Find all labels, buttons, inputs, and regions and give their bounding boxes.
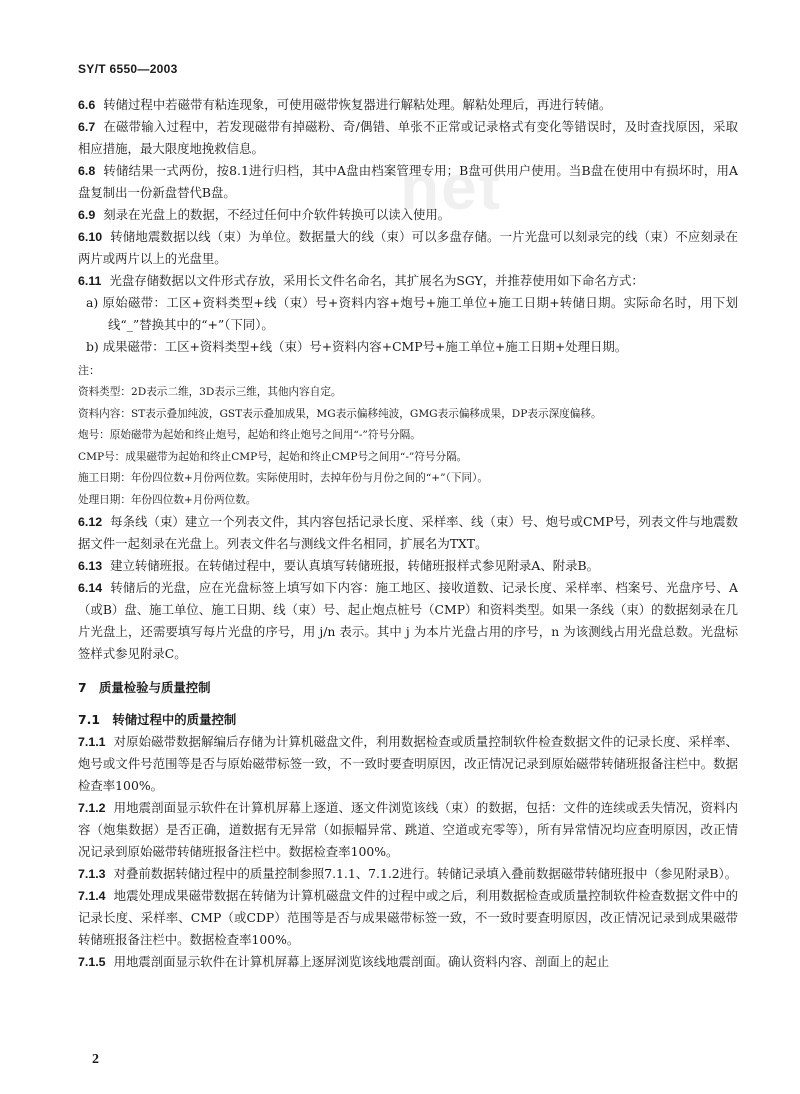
clause-text: 转储后的光盘，应在光盘标签上填写如下内容：施工地区、接收道数、记录长度、采样率、档案号、光盘序号、A（或B）盘、施工单位、施工日期、线（束）号、起止炮点桩号（CMP）和资料类型。如果一条线（束）的数据刻录在几片光盘上，还需要填写每片光盘的序号，用 j/n 表示。其中 j 为本片光盘占用的序号，n 为该测线占用光盘总数。光盘标签样式参见附录C。 — [78, 580, 738, 661]
note-line: 处理日期：年份四位数+月份两位数。 — [78, 493, 257, 506]
clause-6-13 — [78, 555, 738, 577]
page-number: 2 — [92, 1052, 99, 1067]
list-marker: a) — [86, 295, 99, 310]
clause-text: 转储地震数据以线（束）为单位。数据量大的线（束）可以多盘存储。一片光盘可以刻录完的线（束）不应刻录在两片或两片以上的光盘里。 — [78, 229, 738, 266]
clause-number: 7.1.5 — [78, 955, 106, 969]
clause-number: 7.1.4 — [78, 889, 106, 903]
clause-6-10 — [78, 226, 738, 270]
note-line: 资料类型：2D表示二维，3D表示三维，其他内容自定。 — [78, 386, 342, 398]
clause-number: 6.6 — [78, 98, 96, 112]
clause-number: 7.1.3 — [78, 867, 106, 881]
list-marker: b) — [86, 339, 99, 354]
section-7-heading: 7 质量检验与质量控制 — [78, 680, 211, 695]
clause-number: 7.1.1 — [78, 735, 106, 749]
clause-text: 地震处理成果磁带数据在转储为计算机磁盘文件的过程中或之后，利用数据检查或质量控制软件检查数据文件中的记录长度、采样率、CMP（或CDP）范围等是否与成果磁带标签一致，不一致时要查明原因，改正情况记录到成果磁带转储班报备注栏中。数据检查率100%。 — [78, 888, 738, 947]
clause-text: 转储结果一式两份，按8.1进行归档，其中A盘由档案管理专用；B盘可供用户使用。当B盘在使用中有损坏时，用A盘复制出一份新盘替代B盘。 — [78, 163, 738, 200]
note-label: 注： — [78, 364, 100, 377]
clause-number: 6.7 — [78, 120, 96, 134]
clause-7-1-4 — [78, 885, 738, 951]
clause-text: 对原始磁带数据解编后存储为计算机磁盘文件，利用数据检查或质量控制软件检查数据文件的记录长度、采样率、炮号或文件号范围等是否与原始磁带标签一致，不一致时要查明原因，改正情况记录到原始磁带转储班报备注栏中。数据检查率100%。 — [78, 734, 738, 793]
clause-number: 6.13 — [78, 559, 103, 573]
clause-text: 每条线（束）建立一个列表文件，其内容包括记录长度、采样率、线（束）号、炮号或CMP号，列表文件与地震数据文件一起刻录在光盘上。列表文件名与测线文件名相同，扩展名为TXT。 — [78, 514, 738, 551]
note-line: 资料内容：ST表示叠加纯波，GST表示叠加成果，MG表示偏移纯波，GMG表示偏移成果，DP表示深度偏移。 — [78, 407, 602, 420]
standard-number-header: SY/T 6550—2003 — [78, 62, 178, 76]
clause-6-6 — [78, 94, 738, 116]
clause-6-9 — [78, 204, 738, 226]
clause-number: 6.11 — [78, 274, 102, 288]
watermark: net — [400, 151, 502, 223]
clause-text: 在磁带输入过程中，若发现磁带有掉磁粉、奇/偶错、单张不正常或记录格式有变化等错误时，及时查找原因，采取相应措施，最大限度地挽救信息。 — [78, 119, 738, 156]
list-text: 成果磁带：工区+资料类型+线（束）号+资料内容+CMP号+施工单位+施工日期+处理日期。 — [102, 339, 628, 354]
clause-number: 7.1.2 — [78, 801, 106, 815]
clause-7-1-5 — [78, 951, 738, 973]
clause-7-1-2 — [78, 797, 738, 863]
subsection-7-1-heading: 7.1 转储过程中的质量控制 — [78, 712, 237, 727]
clause-6-11 — [78, 270, 738, 292]
document-body — [78, 94, 738, 973]
clause-text: 光盘存储数据以文件形式存放，采用长文件名命名，其扩展名为SGY，并推荐使用如下命名方式： — [109, 273, 644, 288]
clause-number: 6.12 — [78, 515, 103, 529]
clause-number: 6.9 — [78, 208, 96, 222]
note-line: CMP号：成果磁带为起始和终止CMP号，起始和终止CMP号之间用“-”符号分隔。 — [78, 450, 468, 463]
clause-text: 刻录在光盘上的数据，不经过任何中介软件转换可以读入使用。 — [103, 207, 451, 222]
clause-7-1-3 — [78, 863, 738, 885]
clause-6-12 — [78, 511, 738, 555]
clause-text: 转储过程中若磁带有粘连现象，可使用磁带恢复器进行解粘处理。解粘处理后，再进行转储。 — [103, 97, 612, 112]
clause-text: 用地震剖面显示软件在计算机屏幕上逐道、逐文件浏览该线（束）的数据，包括：文件的连续或丢失情况，资料内容（炮集数据）是否正确，道数据有无异常（如振幅异常、跳道、空道或充零等），所有异常情况均应查明原因，改正情况记录到原始磁带转储班报备注栏中。数据检查率100%。 — [78, 800, 738, 859]
clause-6-8 — [78, 160, 738, 204]
clause-number: 6.14 — [78, 581, 103, 595]
clause-text: 用地震剖面显示软件在计算机屏幕上逐屏浏览该线地震剖面。确认资料内容、剖面上的起止 — [113, 954, 610, 969]
clause-6-14 — [78, 577, 738, 665]
list-text: 原始磁带：工区+资料类型+线（束）号+资料内容+炮号+施工单位+施工日期+转储日期。实际命名时，用下划线“_”替换其中的“+”（下同）。 — [102, 295, 738, 332]
clause-text: 对叠前数据转储过程中的质量控制参照7.1.1、7.1.2进行。转储记录填入叠前数据磁带转储班报中（参见附录B）。 — [113, 866, 738, 881]
note-line: 施工日期：年份四位数+月份两位数。实际使用时，去掉年份与月份之间的“+”（下同）。 — [78, 472, 488, 484]
clause-text: 建立转储班报。在转储过程中，要认真填写转储班报，转储班报样式参见附录A、附录B。 — [110, 558, 600, 573]
clause-7-1-1 — [78, 731, 738, 797]
clause-number: 6.8 — [78, 164, 96, 178]
list-item-b — [86, 336, 738, 358]
note-line: 炮号：原始磁带为起始和终止炮号，起始和终止炮号之间用“-”符号分隔。 — [78, 429, 421, 441]
clause-6-7 — [78, 116, 738, 160]
list-item-a — [86, 292, 738, 336]
clause-number: 6.10 — [78, 230, 103, 244]
